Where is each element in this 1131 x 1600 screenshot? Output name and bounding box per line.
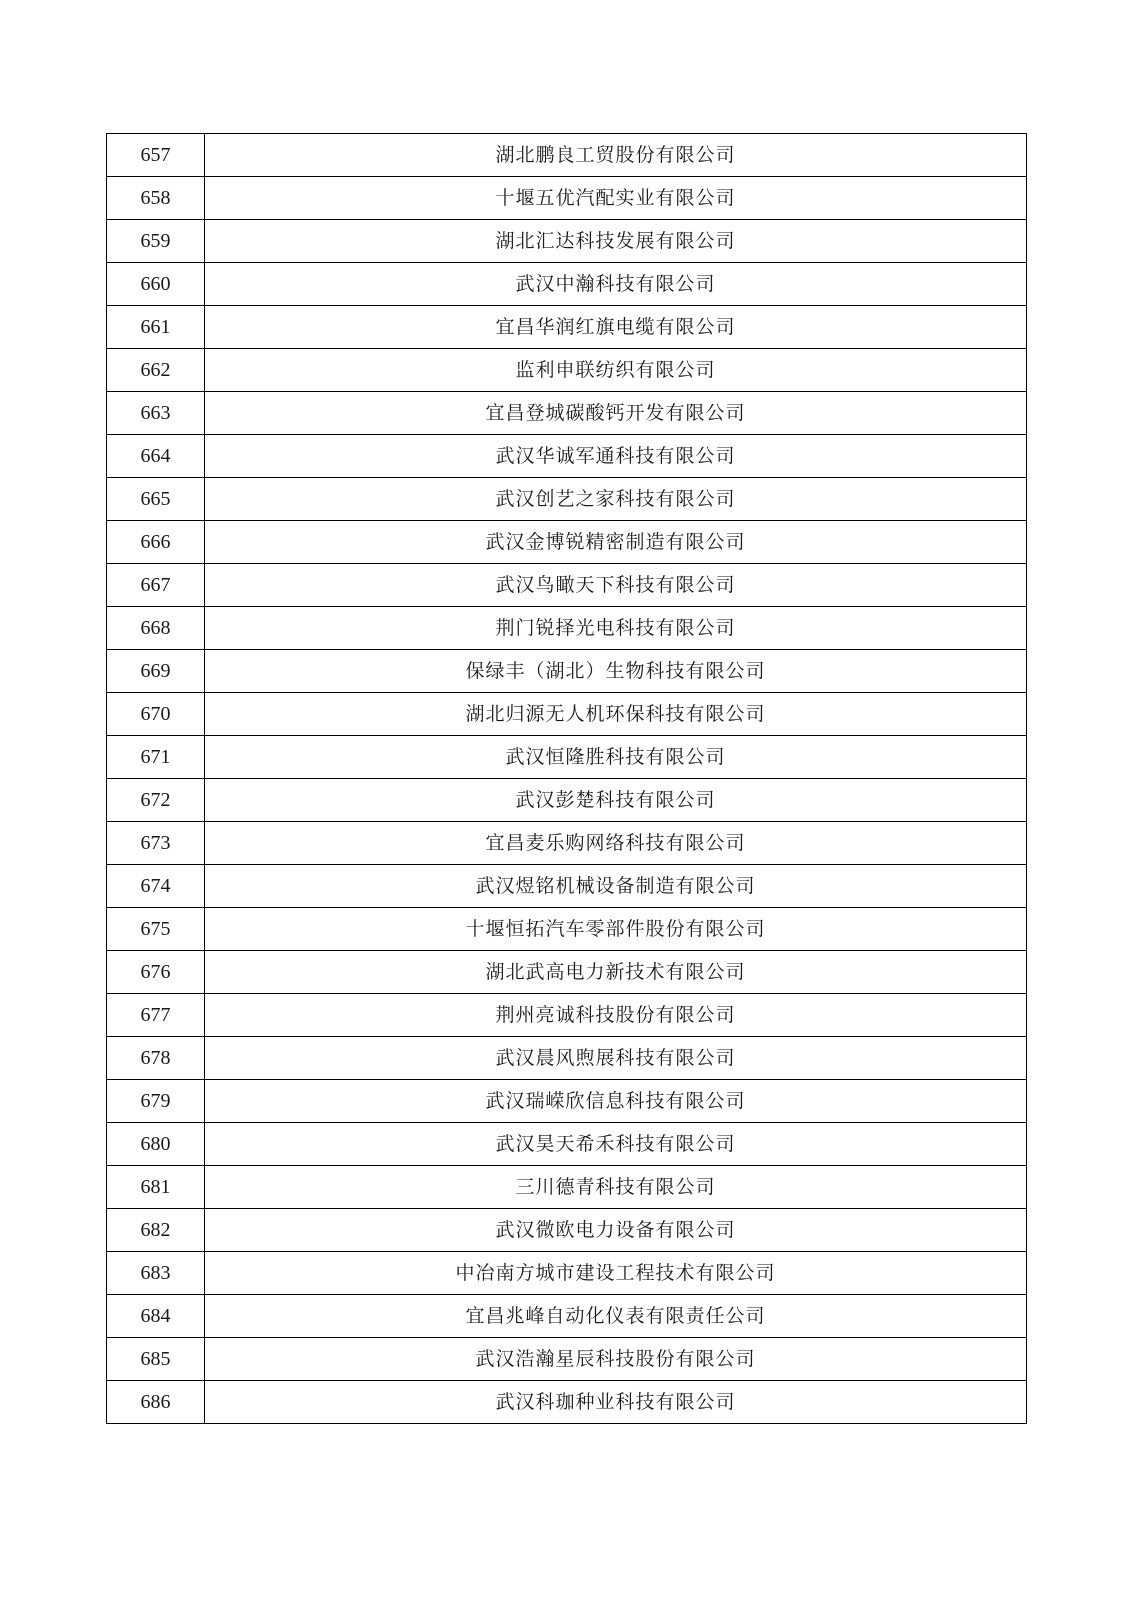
company-name: 武汉科珈种业科技有限公司: [205, 1381, 1027, 1424]
table-row: [107, 478, 1027, 521]
company-name: 监利申联纺织有限公司: [205, 349, 1027, 392]
table-row: [107, 263, 1027, 306]
table-row: [107, 306, 1027, 349]
row-number: 678: [107, 1037, 205, 1080]
company-name: 保绿丰（湖北）生物科技有限公司: [205, 650, 1027, 693]
row-number: 671: [107, 736, 205, 779]
table-row: [107, 1338, 1027, 1381]
company-name: 湖北汇达科技发展有限公司: [205, 220, 1027, 263]
row-number: 661: [107, 306, 205, 349]
company-name: 武汉浩瀚星辰科技股份有限公司: [205, 1338, 1027, 1381]
company-name: 中冶南方城市建设工程技术有限公司: [205, 1252, 1027, 1295]
row-number: 682: [107, 1209, 205, 1252]
row-number: 666: [107, 521, 205, 564]
row-number: 685: [107, 1338, 205, 1381]
table-row: [107, 1209, 1027, 1252]
row-number: 683: [107, 1252, 205, 1295]
table-row: [107, 1080, 1027, 1123]
company-name: 宜昌华润红旗电缆有限公司: [205, 306, 1027, 349]
row-number: 665: [107, 478, 205, 521]
table-row: [107, 650, 1027, 693]
row-number: 659: [107, 220, 205, 263]
row-number: 669: [107, 650, 205, 693]
table-row: [107, 908, 1027, 951]
company-name: 湖北鹏良工贸股份有限公司: [205, 134, 1027, 177]
table-row: [107, 994, 1027, 1037]
company-name: 武汉中瀚科技有限公司: [205, 263, 1027, 306]
company-name: 武汉晨风煦展科技有限公司: [205, 1037, 1027, 1080]
row-number: 675: [107, 908, 205, 951]
table-row: [107, 564, 1027, 607]
table-row: [107, 1252, 1027, 1295]
company-name: 十堰恒拓汽车零部件股份有限公司: [205, 908, 1027, 951]
company-name: 武汉煜铭机械设备制造有限公司: [205, 865, 1027, 908]
table-row: [107, 1381, 1027, 1424]
row-number: 664: [107, 435, 205, 478]
company-name: 武汉昊天希禾科技有限公司: [205, 1123, 1027, 1166]
company-name: 湖北武高电力新技术有限公司: [205, 951, 1027, 994]
table-row: [107, 779, 1027, 822]
row-number: 658: [107, 177, 205, 220]
row-number: 672: [107, 779, 205, 822]
company-name: 宜昌登城碳酸钙开发有限公司: [205, 392, 1027, 435]
table-row: [107, 521, 1027, 564]
table-row: [107, 693, 1027, 736]
table-row: [107, 392, 1027, 435]
row-number: 663: [107, 392, 205, 435]
company-name: 荆州亮诚科技股份有限公司: [205, 994, 1027, 1037]
table-row: [107, 1123, 1027, 1166]
table-row: [107, 1037, 1027, 1080]
company-list-table: [106, 133, 1027, 1424]
table-row: [107, 951, 1027, 994]
table-row: [107, 607, 1027, 650]
company-name: 宜昌麦乐购网络科技有限公司: [205, 822, 1027, 865]
company-name: 湖北归源无人机环保科技有限公司: [205, 693, 1027, 736]
company-name: 荆门锐择光电科技有限公司: [205, 607, 1027, 650]
row-number: 674: [107, 865, 205, 908]
table-row: [107, 736, 1027, 779]
row-number: 680: [107, 1123, 205, 1166]
company-name: 武汉瑞嵘欣信息科技有限公司: [205, 1080, 1027, 1123]
company-name: 十堰五优汽配实业有限公司: [205, 177, 1027, 220]
table-row: [107, 220, 1027, 263]
table-row: [107, 349, 1027, 392]
table-body: [107, 134, 1027, 1424]
row-number: 660: [107, 263, 205, 306]
company-name: 宜昌兆峰自动化仪表有限责任公司: [205, 1295, 1027, 1338]
table-row: [107, 822, 1027, 865]
row-number: 667: [107, 564, 205, 607]
company-name: 武汉华诚军通科技有限公司: [205, 435, 1027, 478]
row-number: 662: [107, 349, 205, 392]
row-number: 657: [107, 134, 205, 177]
company-name: 三川德青科技有限公司: [205, 1166, 1027, 1209]
company-name: 武汉微欧电力设备有限公司: [205, 1209, 1027, 1252]
row-number: 670: [107, 693, 205, 736]
table-row: [107, 134, 1027, 177]
row-number: 673: [107, 822, 205, 865]
company-name: 武汉创艺之家科技有限公司: [205, 478, 1027, 521]
company-name: 武汉金博锐精密制造有限公司: [205, 521, 1027, 564]
table-row: [107, 177, 1027, 220]
company-name: 武汉彭楚科技有限公司: [205, 779, 1027, 822]
row-number: 679: [107, 1080, 205, 1123]
row-number: 681: [107, 1166, 205, 1209]
row-number: 686: [107, 1381, 205, 1424]
row-number: 668: [107, 607, 205, 650]
row-number: 684: [107, 1295, 205, 1338]
row-number: 677: [107, 994, 205, 1037]
table-row: [107, 1295, 1027, 1338]
company-name: 武汉鸟瞰天下科技有限公司: [205, 564, 1027, 607]
table-row: [107, 865, 1027, 908]
row-number: 676: [107, 951, 205, 994]
company-name: 武汉恒隆胜科技有限公司: [205, 736, 1027, 779]
table-row: [107, 435, 1027, 478]
table-row: [107, 1166, 1027, 1209]
